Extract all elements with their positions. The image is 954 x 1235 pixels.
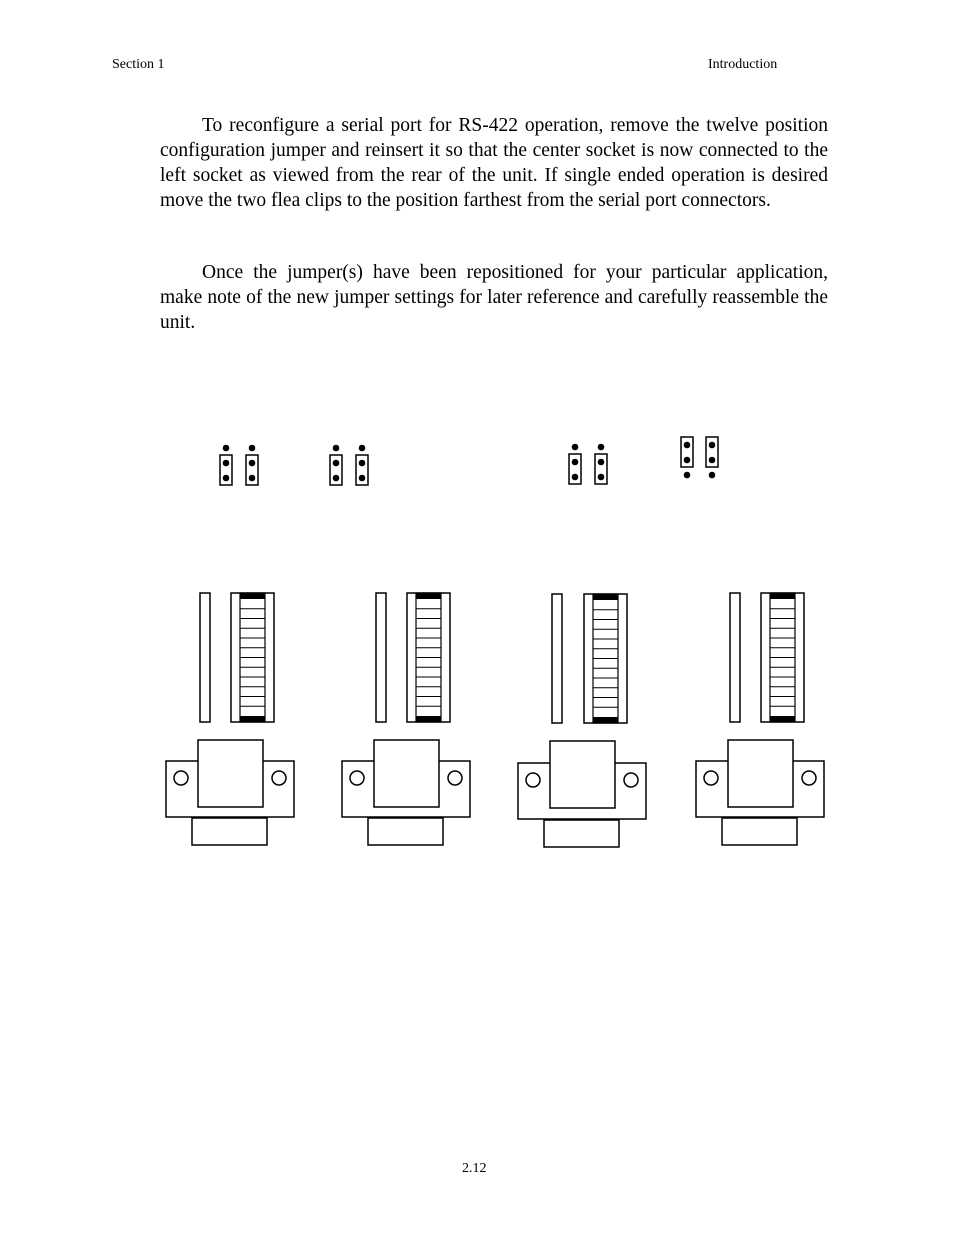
mounting-hole [802, 771, 816, 785]
header-pin [359, 460, 366, 467]
mounting-hole [272, 771, 286, 785]
header-pin [709, 472, 716, 479]
serial-port-connector [166, 740, 294, 845]
flea-clip-pair [330, 445, 368, 485]
jumper-end-cap [770, 593, 795, 599]
mounting-hole [704, 771, 718, 785]
page-number: 2.12 [462, 1161, 487, 1176]
serial-port-connector [342, 740, 470, 845]
header-pin [709, 457, 716, 464]
flea-clip-pair [220, 445, 258, 485]
header-pin [598, 474, 605, 481]
header-pin [598, 459, 605, 466]
header-pin [359, 475, 366, 482]
header-pin [333, 460, 340, 467]
header-pin [572, 444, 579, 451]
flea-clip [706, 437, 718, 478]
configuration-socket-set [376, 593, 450, 722]
connector-shell [544, 820, 619, 847]
header-pin [572, 474, 579, 481]
connector-shell [368, 818, 443, 845]
configuration-jumper [416, 593, 441, 722]
flea-clip [569, 444, 581, 484]
flea-clip [330, 445, 342, 485]
header-pin [223, 475, 230, 482]
flea-clip-pair [569, 444, 607, 484]
left-socket [376, 593, 386, 722]
mounting-hole [174, 771, 188, 785]
header-pin [223, 460, 230, 467]
configuration-socket-set [200, 593, 274, 722]
configuration-jumper [770, 593, 795, 722]
flea-clip [356, 445, 368, 485]
configuration-jumper [593, 594, 618, 723]
header-pin [684, 457, 691, 464]
header-pin [572, 459, 579, 466]
left-socket [730, 593, 740, 722]
header-pin [709, 442, 716, 449]
connector-shell [192, 818, 267, 845]
jumper-end-cap [593, 594, 618, 600]
header-pin [333, 445, 340, 452]
running-header-section: Section 1 [112, 57, 165, 72]
mounting-hole [350, 771, 364, 785]
running-header-chapter: Introduction [708, 57, 778, 72]
paragraph-text: Once the jumper(s) have been repositioned for your particular application, make note of the new jumper settings for later reference and carefully reassemble the unit. [160, 262, 828, 333]
header-pin [249, 460, 256, 467]
header-pin [333, 475, 340, 482]
configuration-socket-set [730, 593, 804, 722]
jumper-end-cap [416, 593, 441, 599]
connector-body [550, 741, 615, 808]
header-pin [249, 445, 256, 452]
flea-clip-group [220, 437, 718, 485]
flea-clip [220, 445, 232, 485]
jumper-end-cap [770, 716, 795, 722]
left-socket [200, 593, 210, 722]
left-socket [552, 594, 562, 723]
header-pin [223, 445, 230, 452]
flea-clip-pair [681, 437, 718, 478]
header-pin [684, 472, 691, 479]
jumper-end-cap [240, 593, 265, 599]
flea-clip [595, 444, 607, 484]
header-pin [684, 442, 691, 449]
jumper-end-cap [240, 716, 265, 722]
paragraph-text: To reconfigure a serial port for RS-422 operation, remove the twelve position configuration jumper and reinsert it so that the center socket is now connected to the left socket as viewed from the rear of the unit. If single ended operation is desired move the two flea clips to the position farthest from the serial port connectors. [160, 115, 828, 211]
header-pin [359, 445, 366, 452]
configuration-socket-group [200, 593, 804, 723]
serial-port-connector [696, 740, 824, 845]
flea-clip [681, 437, 693, 478]
flea-clip [246, 445, 258, 485]
connector-body [374, 740, 439, 807]
mounting-hole [526, 773, 540, 787]
connector-body [728, 740, 793, 807]
jumper-end-cap [593, 717, 618, 723]
header-pin [249, 475, 256, 482]
mounting-hole [624, 773, 638, 787]
mounting-hole [448, 771, 462, 785]
connector-body [198, 740, 263, 807]
configuration-jumper [240, 593, 265, 722]
header-pin [598, 444, 605, 451]
connector-shell [722, 818, 797, 845]
serial-port-connector [518, 741, 646, 847]
jumper-end-cap [416, 716, 441, 722]
configuration-socket-set [552, 594, 627, 723]
serial-connector-group [166, 740, 824, 847]
